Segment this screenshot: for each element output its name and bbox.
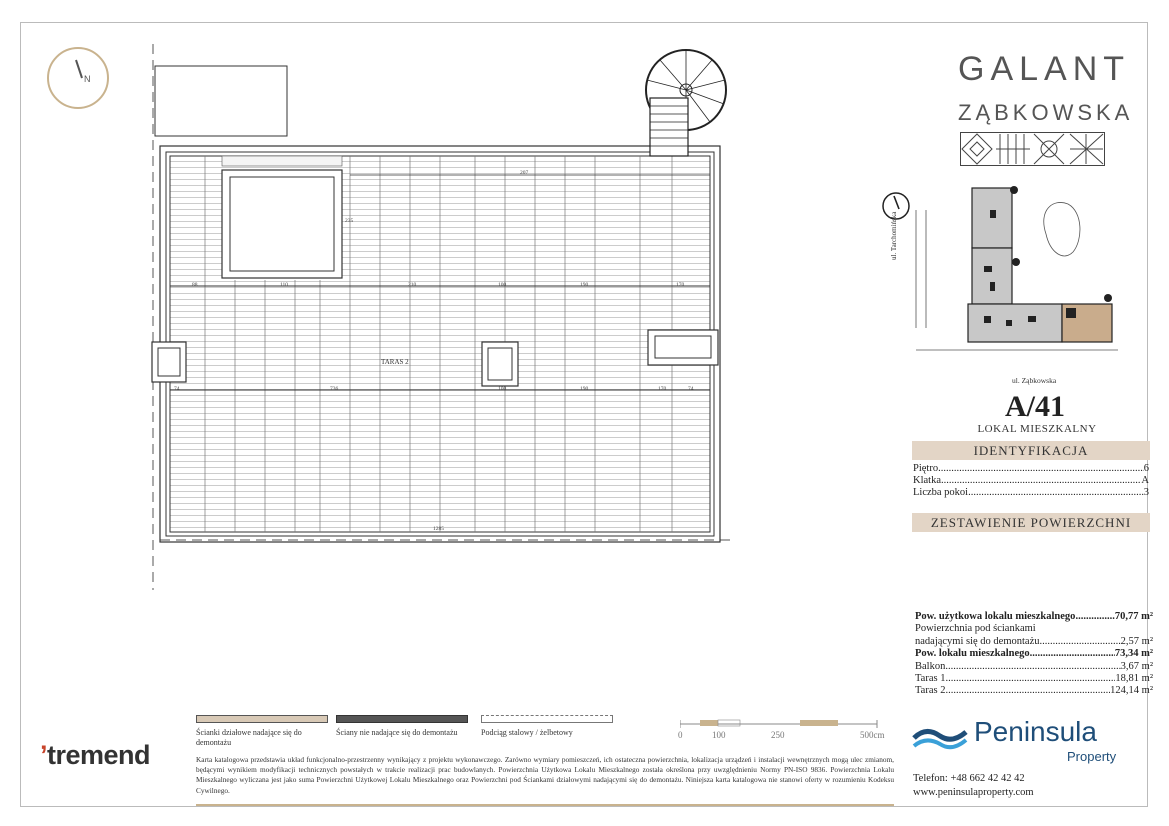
disclaimer-rule xyxy=(196,804,894,806)
area-value: 2,57 m² xyxy=(1120,635,1153,647)
brand-pattern-icon xyxy=(960,132,1105,166)
dot-leader xyxy=(1075,611,1114,623)
dimension-label: 110 xyxy=(280,282,289,288)
dimension-label: 190 xyxy=(580,386,589,392)
unit-type: LOKAL MIESZKALNY xyxy=(977,423,1097,435)
area-row-terrace1 xyxy=(915,673,1153,685)
legend-label: Podciąg stalowy / żelbetowy xyxy=(481,728,573,737)
area-value: 18,81 m² xyxy=(1115,673,1153,685)
compass-north-label: N xyxy=(84,74,91,84)
plan-room-label: TARAS 2 xyxy=(381,358,409,366)
area-row-total xyxy=(915,648,1153,660)
brand-pattern-strip xyxy=(960,132,1105,166)
dot-leader xyxy=(945,685,1110,697)
identification-label: Liczba pokoi xyxy=(913,487,969,498)
dimension-label: 88 xyxy=(192,282,198,288)
area-row-terrace2 xyxy=(915,685,1153,697)
dimension-label: 736 xyxy=(330,386,339,392)
legend-non-demountable xyxy=(336,715,468,738)
area-row-walls-line1 xyxy=(915,623,1153,635)
identification-label: Piętro xyxy=(913,463,939,474)
scale-label: 500cm xyxy=(860,730,885,740)
area-label: Powierzchnia pod ściankami xyxy=(915,623,1036,635)
dot-leader xyxy=(1030,648,1115,660)
site-street-side-label: ul. Tarchomińska xyxy=(890,211,898,260)
legend-label: Ścianki działowe nadające się do demontażu xyxy=(196,728,302,747)
dimension-label: 170 xyxy=(658,386,667,392)
site-plan-drawing xyxy=(878,180,1128,390)
identification-row xyxy=(913,487,1149,499)
identification-value: 6 xyxy=(1143,463,1149,474)
dimension-label: 210 xyxy=(408,282,417,288)
tremend-logo-mark: ’ xyxy=(40,740,48,770)
identification-row xyxy=(913,475,1149,487)
identification-row xyxy=(913,463,1149,475)
scale-label: 0 xyxy=(678,730,683,740)
disclaimer-text: Karta katalogowa przedstawia układ funkcjonalno-przestrzenny wynikający z projektu wykonawczego. Zarówno wymiary pomieszczeń, ich ostateczna powierzchnia, lokalizacja urządzeń i instalacji wewnętrznych mogą ulec zmianom, będącymi wynikiem modyfikacji technicznych powstałych w trakcie realizacji prac budowlanych. Powierzchnia Użytkowa Lokalu Mieszkalnego została określona przy uwzględnieniu Normy PN-ISO 9836. Powierzchnia Lokalu Mieszkalnego wyliczana jest jako suma Powierzchni Użytkowej Lokalu Mieszkalnego oraz Powierzchni pod Ściankami działowymi nadającymi się do demontażu. Niniejsza karta katalogowa nie stanowi oferty w rozumieniu Kodeksu Cywilnego. xyxy=(196,755,894,795)
dot-leader xyxy=(1040,636,1121,648)
peninsula-name: Peninsula xyxy=(974,716,1097,747)
area-label: Balkon xyxy=(915,660,946,672)
legend-swatch-non-demountable xyxy=(336,715,468,723)
area-value: 3,67 m² xyxy=(1120,660,1153,672)
dimension-label: 170 xyxy=(676,282,685,288)
compass-icon xyxy=(46,46,110,110)
scale-bar xyxy=(680,716,880,726)
tremend-logo xyxy=(40,740,150,771)
dimension-label: 235 xyxy=(345,218,354,224)
scale-label: 100 xyxy=(712,730,726,740)
peninsula-logo xyxy=(912,716,1132,770)
brand-title-line1: GALANT xyxy=(958,50,1131,88)
identification-value: 3 xyxy=(1143,487,1149,498)
spiral-staircase xyxy=(646,50,726,156)
dimension-label: 74 xyxy=(174,386,180,392)
area-value: 124,14 m² xyxy=(1110,685,1153,697)
area-row-usable xyxy=(915,611,1153,623)
area-row-walls xyxy=(915,636,1153,648)
scale-bar-drawing xyxy=(680,719,880,729)
floor-plan xyxy=(140,40,740,600)
dot-leader xyxy=(968,487,1144,499)
unit-code: A/41 xyxy=(1005,390,1065,423)
identification-value: A xyxy=(1141,475,1149,486)
scale-label: 250 xyxy=(771,730,785,740)
legend-label: Ściany nie nadające się do demontażu xyxy=(336,728,458,737)
dot-leader xyxy=(938,463,1144,475)
legend-swatch-floor xyxy=(481,715,613,723)
area-value: 70,77 m² xyxy=(1114,611,1153,622)
dimension-label: 190 xyxy=(580,282,589,288)
dot-leader xyxy=(941,475,1141,487)
areas-table xyxy=(915,611,1153,698)
contact-website[interactable]: www.peninsulaproperty.com xyxy=(913,787,1034,798)
contact-phone: Telefon: +48 662 42 42 42 xyxy=(913,773,1025,784)
site-street-bottom-label: ul. Ząbkowska xyxy=(1012,376,1057,385)
dot-leader xyxy=(945,673,1115,685)
area-label: Pow. lokalu mieszkalnego xyxy=(915,648,1030,660)
area-value: 73,34 m² xyxy=(1114,648,1153,660)
dot-leader xyxy=(945,661,1120,673)
legend-swatch-demountable xyxy=(196,715,328,723)
identification-header: IDENTYFIKACJA xyxy=(912,441,1150,460)
dimension-label: 100 xyxy=(498,386,507,392)
areas-header: ZESTAWIENIE POWIERZCHNI xyxy=(912,513,1150,532)
brand-title-line2: ZĄBKOWSKA xyxy=(958,100,1134,125)
identification-table xyxy=(913,463,1149,499)
floor-plan-drawing xyxy=(140,40,740,600)
area-label: nadającymi się do demontażu xyxy=(915,635,1040,647)
dimension-label: 100 xyxy=(498,282,507,288)
adjacent-roof-block xyxy=(155,66,287,136)
site-plan xyxy=(878,180,1128,390)
area-label: Taras 1 xyxy=(915,673,946,685)
area-label: Pow. użytkowa lokalu mieszkalnego xyxy=(915,611,1076,622)
area-label: Taras 2 xyxy=(915,685,946,697)
dimension-label: 1285 xyxy=(433,526,444,532)
tremend-logo-text: tremend xyxy=(47,740,151,770)
legend-demountable xyxy=(196,715,328,748)
peninsula-sub: Property xyxy=(1067,749,1117,764)
identification-label: Klatka xyxy=(913,475,941,486)
compass xyxy=(46,46,110,110)
dimension-label: 207 xyxy=(520,170,529,176)
dimension-label: 74 xyxy=(688,386,694,392)
area-row-balcony xyxy=(915,661,1153,673)
legend-floor xyxy=(481,715,613,738)
peninsula-wave-icon xyxy=(912,722,968,752)
